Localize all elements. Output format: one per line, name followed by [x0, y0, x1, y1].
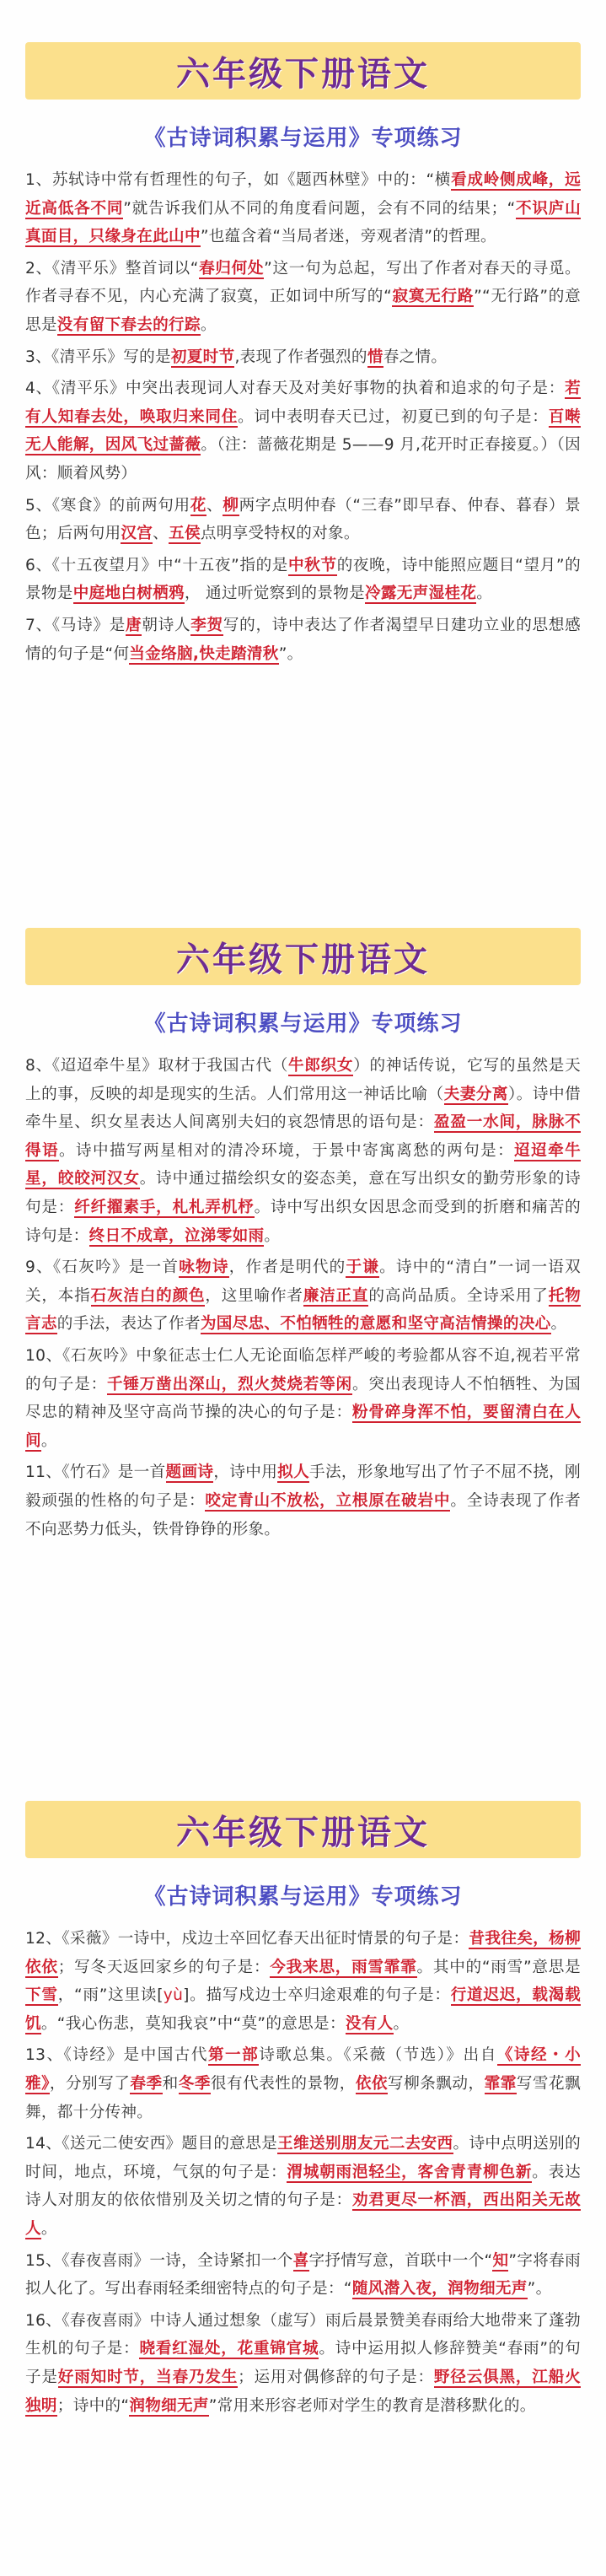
answer-highlight: 夫妻分离 — [443, 1085, 508, 1103]
question-text: 15、《春夜喜雨》一诗，全诗紧扣一个 — [25, 2251, 293, 2270]
question-text: ”字将春雨拟人化了。写出春雨轻柔细密特点的句子是：“ — [25, 2251, 581, 2298]
answer-highlight: 惜 — [367, 348, 383, 366]
answer-highlight: 劝君更尽一杯酒，西出阳关无故人 — [25, 2191, 581, 2238]
answer-highlight: 今我来思，雨雪霏霏 — [270, 1958, 417, 1976]
question-text: ；写冬天返回家乡的句子是： — [57, 1958, 271, 1976]
question-text: 朝诗人 — [142, 616, 191, 634]
subtitle: 《古诗词积累与运用》专项练习 — [143, 126, 463, 151]
title-banner — [25, 1801, 581, 1858]
question-text: ）的神话传说，它写的虽然是天上的事，反映的却是现实的生活。人们常用这一神话比喻（ — [25, 1057, 581, 1103]
question-text: 很有代表性的景物， — [210, 2074, 356, 2093]
question-paragraph — [25, 1253, 581, 1339]
question-text: 。 — [476, 585, 493, 603]
question-text: 。 — [393, 2014, 410, 2033]
pinyin-text: yù — [163, 1986, 184, 2005]
answer-highlight: 随风潜入夜，润物细无声 — [351, 2280, 528, 2298]
answer-highlight: 知 — [492, 2251, 509, 2270]
question-text: 。全诗表现了作者不向恶势力低头，铁骨铮铮的形象。 — [25, 1491, 581, 1539]
answer-highlight: 托物言志 — [25, 1286, 581, 1334]
question-paragraph — [25, 552, 581, 608]
question-paragraph — [25, 166, 581, 251]
question-text: 、 — [206, 496, 223, 515]
question-text: 手法，形象地写出了竹子不屈不挠，刚毅顽强的性格的句子是： — [25, 1463, 581, 1510]
question-text: ，作者是明代的 — [228, 1258, 346, 1277]
question-paragraph — [25, 1342, 581, 1455]
question-text: ”常用来形容老师对学生的教育是潜移默化的。 — [208, 2396, 536, 2415]
answer-highlight: 咏物诗 — [179, 1258, 229, 1277]
question-text: 的手法，表达了作者 — [56, 1315, 201, 1334]
question-text: 11、《竹石》是一首 — [25, 1463, 166, 1482]
answer-highlight: 初夏时节 — [170, 348, 235, 366]
page-title: 六年级下册语文 — [176, 1813, 430, 1852]
question-text: ,表现了作者强烈的 — [234, 348, 367, 366]
question-paragraph — [25, 1458, 581, 1544]
question-paragraph — [25, 1925, 581, 2038]
question-text: ”这一句为总起，写出了作者对春天的寻觅。作者寻春不见，内心充满了寂寞，正如词中所写的“ — [25, 259, 582, 306]
answer-highlight: 五侯 — [169, 525, 201, 543]
answer-highlight: 中秋节 — [288, 556, 337, 574]
answer-highlight: 于谦 — [346, 1258, 380, 1277]
title-banner — [25, 928, 581, 985]
answer-highlight: 牛郎织女 — [288, 1057, 354, 1075]
title-banner — [25, 42, 581, 100]
question-text: ，这里喻作者 — [205, 1286, 303, 1305]
answer-highlight: 千锤万凿出深山，烈火焚烧若等闲 — [106, 1375, 352, 1393]
answer-highlight: 拟人 — [277, 1463, 310, 1482]
question-text: 写雪花飘舞，都十分传神。 — [25, 2074, 581, 2121]
answer-highlight: 盈盈一水间，脉脉不得语 — [25, 1113, 581, 1160]
question-paragraph — [25, 612, 581, 668]
section-body — [25, 1052, 581, 1547]
question-text: 4、《清平乐》中突出表现词人对春天及对美好事物的执着和追求的句子是： — [25, 380, 566, 398]
question-text: ”“无行路”的意思是 — [25, 288, 581, 334]
question-paragraph — [25, 1052, 581, 1250]
question-text: 2、《清平乐》整首词以“ — [25, 259, 199, 278]
question-text: 的夜晚，诗中能照应题目“望月”的景物是 — [25, 556, 581, 603]
question-paragraph — [25, 343, 581, 372]
question-text: ”就告诉我们从不同的角度看问题，会有不同的结果；“ — [123, 199, 516, 218]
answer-highlight: 石灰洁白的颜色 — [90, 1286, 206, 1305]
answer-highlight: 不识庐山真面目，只缘身在此山中 — [25, 199, 581, 246]
question-text: 13、《诗经》是中国古代 — [25, 2046, 208, 2065]
question-text: 和 — [162, 2074, 179, 2093]
answer-highlight: 渭城朝雨浥轻尘，客舍青青柳色新 — [287, 2163, 533, 2181]
answer-highlight: 咬定青山不放松，立根原在破岩中 — [205, 1491, 451, 1510]
question-text: 字抒情写意，首联中一个“ — [308, 2251, 493, 2270]
question-paragraph — [25, 375, 581, 488]
answer-highlight: 冬季 — [178, 2074, 211, 2093]
question-text: ”。 — [278, 644, 303, 663]
answer-highlight: 粉骨碎身浑不怕，要留清白在人间 — [25, 1404, 581, 1450]
question-paragraph — [25, 2307, 581, 2420]
answer-highlight: 百啭无人能解，因风飞过蔷薇 — [25, 407, 581, 455]
answer-highlight: 王维送别朋友元二去安西 — [277, 2135, 453, 2153]
question-text: 写柳条飘动， — [388, 2074, 485, 2093]
question-text: 5、《寒食》的前两句用 — [25, 496, 190, 515]
question-text: 诗歌总集。《采薇（节选）》出自 — [259, 2046, 497, 2065]
answer-highlight: 喜 — [292, 2251, 309, 2270]
section-body — [25, 166, 581, 671]
question-text: 。诗中写出织女因思念而受到的折磨和痛苦的诗句是： — [25, 1198, 581, 1245]
answer-highlight: 若有人知春去处，唤取归来同住 — [25, 380, 581, 426]
question-text: 。诗中通过描绘织女的姿态美，意在写出织女的勤劳形象的诗句是： — [25, 1170, 581, 1216]
answer-highlight: 中庭地白树栖鸦 — [72, 585, 185, 603]
question-text: 16、《春夜喜雨》中诗人通过想象（虚写）雨后晨景赞美春雨给大地带来了蓬勃生机的句子是： — [25, 2311, 581, 2358]
question-paragraph — [25, 2247, 581, 2304]
section-body — [25, 1925, 581, 2423]
question-text: 。诗中描写两星相对的清冷环境，于景中寄寓离愁的两句是： — [59, 1141, 515, 1160]
question-paragraph — [25, 492, 581, 548]
question-text: 点明享受特权的对象。 — [200, 525, 360, 543]
answer-highlight: 《诗经・小雅》 — [25, 2046, 581, 2093]
question-text: 6、《十五夜望月》中“十五夜”指的是 — [25, 556, 289, 574]
question-text: ）。诗中借牵牛星、织女星表达人间离别夫妇的哀怨情思的语句是： — [25, 1085, 581, 1132]
answer-highlight: 题画诗 — [165, 1463, 214, 1482]
question-text: 。 — [550, 1315, 567, 1334]
question-text: 。诗中点明送别的时间，地点，环境，气氛的句子是： — [25, 2135, 581, 2181]
answer-highlight: 春归何处 — [198, 259, 265, 278]
answer-highlight: 看成岭侧成峰，远近高低各不同 — [25, 171, 581, 218]
question-text: 。诗中的“清白”一词一语双关，本指 — [25, 1258, 582, 1305]
answer-highlight: 没有人 — [345, 2014, 394, 2033]
question-text: 14、《送元二使安西》题目的意思是 — [25, 2135, 278, 2153]
answer-highlight: 柳 — [223, 496, 239, 515]
subtitle: 《古诗词积累与运用》专项练习 — [143, 1884, 463, 1910]
page-title: 六年级下册语文 — [176, 940, 430, 979]
question-text: 写的，诗中表达了作者渴望早日建功立业的思想感情的句子是“何 — [25, 616, 582, 663]
answer-highlight: 第一部 — [207, 2046, 260, 2065]
answer-highlight: 没有留下春去的行踪 — [56, 315, 201, 334]
question-text: 。表达诗人对朋友的依依惜别及关切之情的句子是： — [25, 2163, 581, 2210]
question-text: 7、《马诗》是 — [25, 616, 126, 634]
question-text: 12、《采薇》一诗中，戍边士卒回忆春天出征时情景的句子是： — [25, 1930, 469, 1948]
question-text: 3、《清平乐》写的是 — [25, 348, 171, 366]
answer-highlight: 寂寞无行路 — [392, 288, 475, 306]
question-text: 的高尚品质。全诗采用了 — [368, 1286, 549, 1305]
question-text: 。 — [40, 1431, 57, 1450]
question-text: 。 — [264, 1226, 281, 1245]
answer-highlight: 汉宫 — [121, 525, 153, 543]
answer-highlight: 当金络脑,快走踏清秋 — [129, 644, 279, 663]
question-text: 春之情。 — [383, 348, 448, 366]
page-title: 六年级下册语文 — [176, 54, 430, 94]
question-text: ，分别写了 — [49, 2074, 131, 2093]
answer-highlight: 纤纤擢素手，札札弄机杼 — [74, 1198, 255, 1216]
answer-highlight: 廉洁正直 — [303, 1286, 369, 1305]
question-text: ”也蕴含着“当局者迷，旁观者清”的哲理。 — [200, 228, 496, 246]
answer-highlight: 润物细无声 — [129, 2396, 209, 2415]
question-text: ，诗中用 — [213, 1463, 278, 1482]
answer-highlight: 行道迟迟，载渴载饥 — [25, 1986, 582, 2033]
question-text: 。其中的“雨雪”意思是 — [416, 1958, 582, 1976]
question-text: 。突出表现诗人不怕牺牲、为国尽忠的精神及坚守高尚节操的决心的句子是： — [25, 1375, 581, 1422]
question-text: ；诗中的“ — [56, 2396, 130, 2415]
question-text: 两字点明仲春（“三春”即早春、仲春、暮春）景色；后两句用 — [25, 496, 581, 543]
answer-highlight: 迢迢牵牛星，皎皎河汉女 — [25, 1141, 581, 1188]
answer-highlight: 为国尽忠、不怕牺牲的意愿和坚守高洁情操的决心 — [200, 1315, 551, 1334]
answer-highlight: 春季 — [130, 2074, 163, 2093]
question-text: 9、《石灰吟》是一首 — [25, 1258, 180, 1277]
subtitle: 《古诗词积累与运用》专项练习 — [143, 1011, 463, 1037]
question-text: 8、《迢迢牵牛星》取材于我国古代（ — [25, 1057, 289, 1075]
answer-highlight: 下雪 — [25, 1986, 58, 2005]
question-text: ；运用对偶修辞的句子是： — [238, 2368, 434, 2386]
answer-highlight: 唐 — [126, 616, 142, 634]
answer-highlight: 冷露无声湿桂花 — [365, 585, 477, 603]
answer-highlight: 霏霏 — [484, 2074, 517, 2093]
question-paragraph — [25, 255, 581, 340]
question-text: 。 — [200, 315, 217, 334]
answer-highlight: 终日不成章，泣涕零如雨 — [88, 1226, 265, 1245]
question-paragraph — [25, 2041, 581, 2126]
answer-highlight: 野径云俱黑，江船火独明 — [25, 2368, 581, 2415]
question-text: 。 — [40, 2219, 57, 2238]
question-text: 1、苏轼诗中常有哲理性的句子，如《题西林壁》中的：“横 — [25, 171, 452, 189]
question-text: 。诗中运用拟人修辞赞美“春雨”的句子是 — [25, 2340, 581, 2386]
question-text: 。“我心伤悲，莫知我哀”中“莫”的意思是： — [40, 2014, 346, 2033]
question-text: 。词中表明春天已过，初夏已到的句子是： — [238, 407, 549, 426]
question-text: ]。描写戍边士卒归途艰难的句子是： — [183, 1986, 451, 2005]
answer-highlight: 好雨知时节，当春乃发生 — [57, 2368, 239, 2386]
question-text: ”。 — [527, 2280, 552, 2298]
question-text: 。（注：蔷薇花期是 5——9 月,花开时正春接夏。）（因风：顺着风势） — [25, 436, 581, 482]
answer-highlight: 花 — [190, 496, 207, 515]
question-text: ， 通过听觉察到的景物是 — [184, 585, 365, 603]
answer-highlight: 昔我往矣，杨柳依依 — [25, 1930, 581, 1976]
question-text: ，“雨”这里读[ — [57, 1986, 164, 2005]
answer-highlight: 李贺 — [190, 616, 223, 634]
answer-highlight: 晓看红湿处，花重锦官城 — [139, 2340, 319, 2358]
question-text: 10、《石灰吟》中象征志士仁人无论面临怎样严峻的考验都从容不迫,视若平常的句子是： — [25, 1346, 581, 1393]
answer-highlight: 依依 — [355, 2074, 389, 2093]
question-paragraph — [25, 2130, 581, 2243]
question-text: 、 — [153, 525, 169, 543]
